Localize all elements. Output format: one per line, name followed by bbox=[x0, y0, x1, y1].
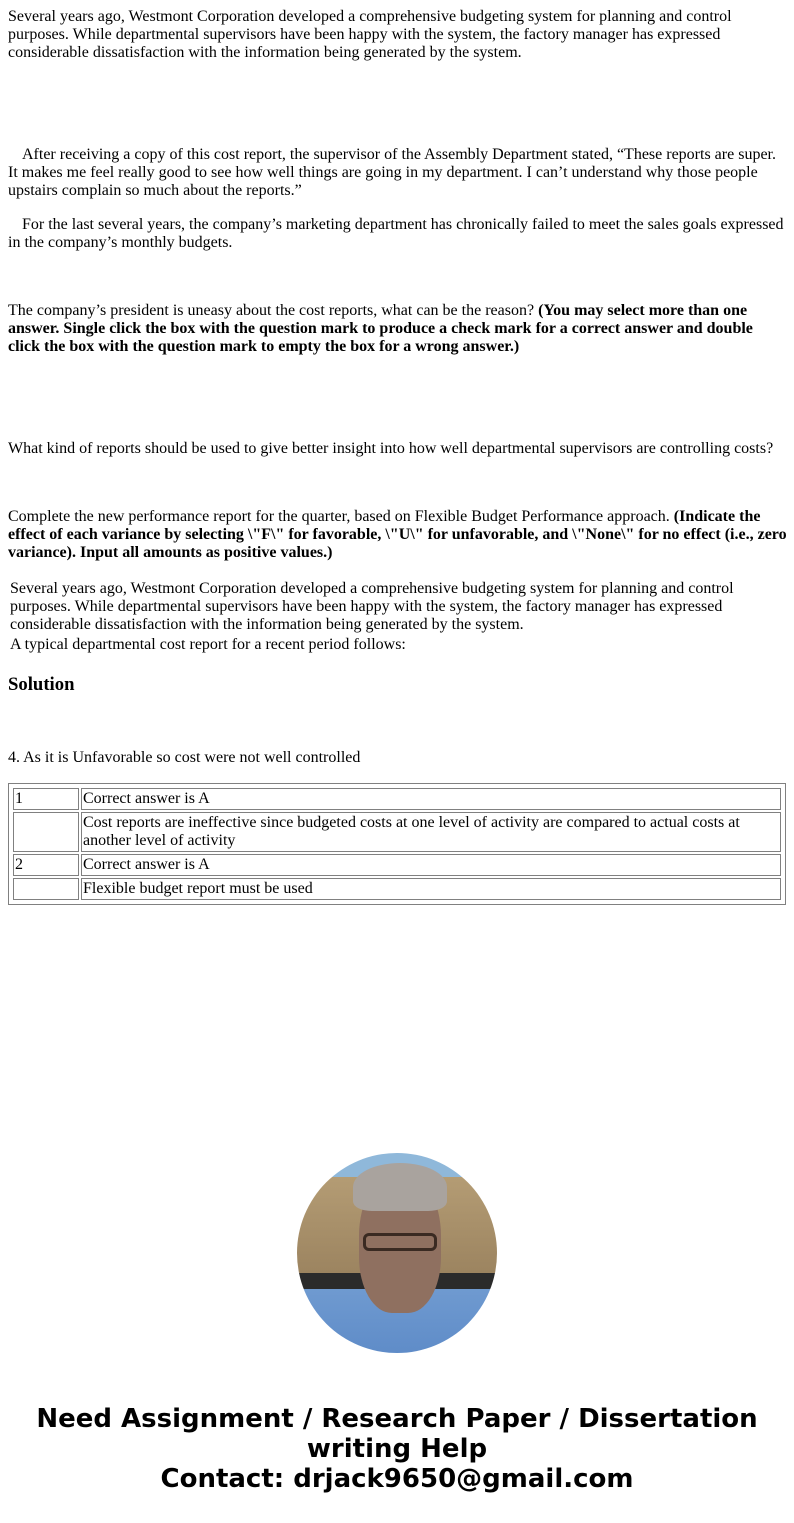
answer-table bbox=[8, 783, 786, 905]
table-row bbox=[13, 812, 781, 852]
table-row bbox=[13, 878, 781, 900]
question-2: What kind of reports should be used to give better insight into how well departmental supervisors are controlling costs? bbox=[8, 440, 774, 457]
row-text: Flexible budget report must be used bbox=[81, 878, 781, 900]
row-number bbox=[13, 878, 79, 900]
banner-contact: Contact: drjack9650@gmail.com bbox=[160, 1464, 634, 1494]
question-3 bbox=[8, 508, 788, 562]
repeat-intro-paragraph: Several years ago, Westmont Corporation developed a comprehensive budgeting system for planning and control purposes. While departmental supervisors have been happy with the system, the factory manager has expressed considerable dissatisfaction with the information being generated by the system. bbox=[10, 580, 734, 633]
banner-line-1: Need Assignment / Research Paper / Dissertation bbox=[36, 1404, 758, 1434]
question-1-instructions: (You may select more than one answer. Single click the box with the question mark to produce a check mark for a correct answer and double click the box with the question mark to empty the box for a wrong answer.) bbox=[8, 302, 753, 355]
glasses-shape bbox=[363, 1233, 437, 1251]
hair-shape bbox=[353, 1163, 447, 1211]
supervisor-quote-paragraph: After receiving a copy of this cost report, the supervisor of the Assembly Department stated, “These reports are super. It makes me feel really good to see how well things are going in my department. I can’t understand why those people upstairs complain so much about the reports.” bbox=[8, 146, 776, 199]
intro-paragraph: Several years ago, Westmont Corporation developed a comprehensive budgeting system for planning and control purposes. While departmental supervisors have been happy with the system, the factory manager has expressed considerable dissatisfaction with the information being generated by the system. bbox=[8, 8, 732, 61]
typical-report-paragraph: A typical departmental cost report for a recent period follows: bbox=[10, 636, 406, 653]
table-row bbox=[13, 854, 781, 876]
question-1 bbox=[8, 302, 788, 356]
solution-note: 4. As it is Unfavorable so cost were not well controlled bbox=[8, 749, 361, 766]
question-1-text: The company’s president is uneasy about the cost reports, what can be the reason? bbox=[8, 302, 539, 319]
table-row bbox=[13, 788, 781, 810]
contact-banner bbox=[0, 1404, 794, 1494]
solution-heading: Solution bbox=[8, 674, 75, 695]
row-number: 2 bbox=[13, 854, 79, 876]
question-3-instructions: (Indicate the effect of each variance by selecting \"F\" for favorable, \"U\" for unfavorable, and \"None\" for no effect (i.e., zero variance). Input all amounts as positive values.) bbox=[8, 508, 787, 561]
row-text: Correct answer is A bbox=[81, 854, 781, 876]
banner-line-2: writing Help bbox=[306, 1434, 488, 1464]
row-number: 1 bbox=[13, 788, 79, 810]
row-text: Correct answer is A bbox=[81, 788, 781, 810]
author-photo bbox=[297, 1153, 497, 1353]
row-text: Cost reports are ineffective since budgeted costs at one level of activity are compared to actual costs at another level of activity bbox=[81, 812, 781, 852]
marketing-paragraph: For the last several years, the company’s marketing department has chronically failed to meet the sales goals expressed in the company’s monthly budgets. bbox=[8, 216, 784, 251]
row-number bbox=[13, 812, 79, 852]
question-3-text: Complete the new performance report for the quarter, based on Flexible Budget Performance approach. bbox=[8, 508, 674, 525]
